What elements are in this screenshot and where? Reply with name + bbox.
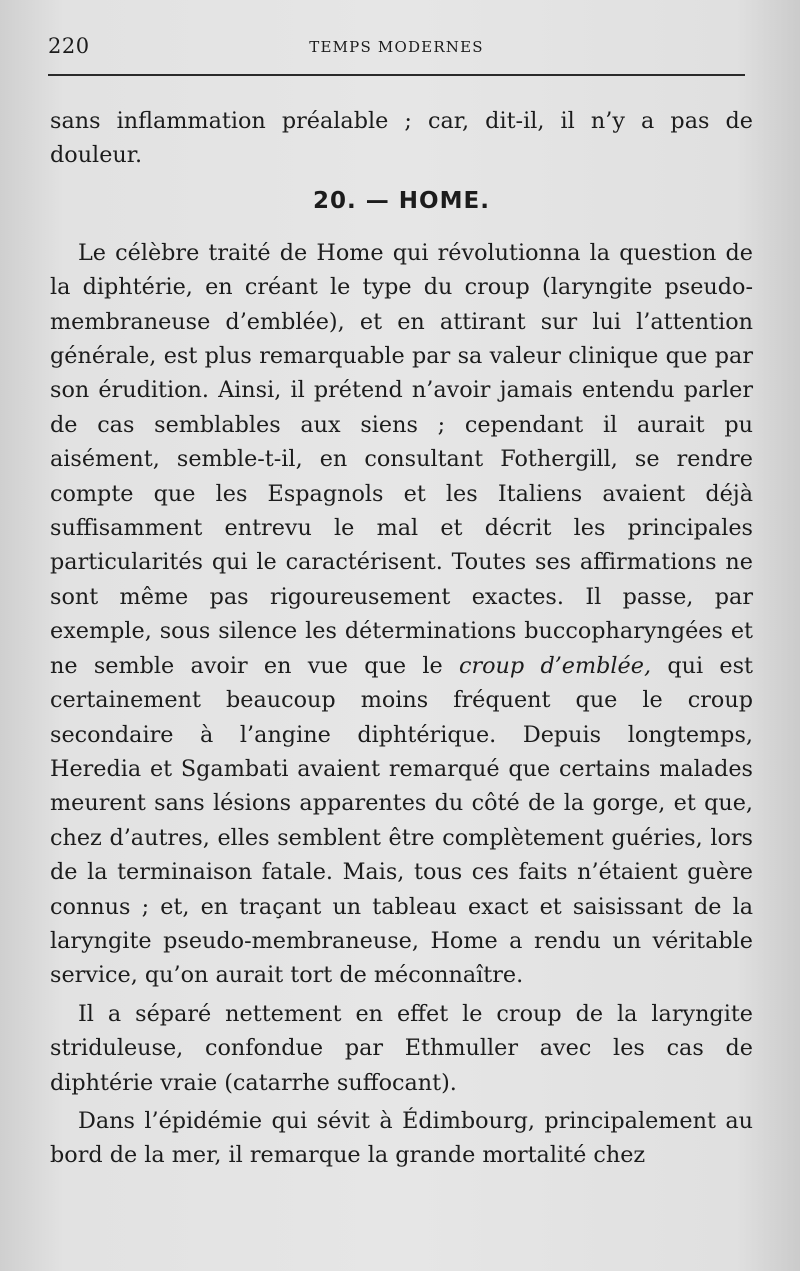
page-header [48, 34, 745, 62]
running-head: TEMPS MODERNES [309, 38, 484, 56]
paragraph-text-part-2: qui est certainement beaucoup moins fréquent que le croup secondaire à l’angine diphtérique. Depuis longtemps, Heredia et Sgambati avaient remarqué que certains malades meurent sans lésions apparentes du côté de la gorge, et que, chez d’autres, elles semblent être complètement guéries, lors de la terminaison fatale. Mais, tous ces faits n’étaient guère connus ; et, en traçant un tableau exact et saisissant de la laryngite pseudo-membraneuse, Home a rendu un véritable service, qu’on aurait tort de méconnaître. [50, 652, 753, 989]
paragraph-home-treatise [50, 236, 753, 993]
body-text [50, 104, 753, 1173]
italic-term: croup d’emblée, [458, 652, 652, 679]
paragraph-edinburgh: Dans l’épidémie qui sévit à Édimbourg, principalement au bord de la mer, il remarque la grande mortalité chez [50, 1107, 753, 1169]
section-title: 20. — HOME. [313, 187, 490, 214]
continuation-paragraph: sans inflammation préalable ; car, dit-il, il n’y a pas de douleur. [50, 108, 753, 169]
paragraph-separation: Il a séparé nettement en effet le croup de la laryngite striduleuse, confondue par Ethmuller avec les cas de diphtérie vraie (catarrhe suffocant). [50, 1000, 753, 1096]
page-number: 220 [48, 34, 90, 58]
paragraph-text-part-1: Le célèbre traité de Home qui révolutionna la question de la diphtérie, en créant le type du croup (laryngite pseudo-membraneuse d’emblée), et en attirant sur lui l’attention générale, est plus remarquable par sa valeur clinique que par son érudition. Ainsi, il prétend n’avoir jamais entendu parler de cas semblables aux siens ; cependant il aurait pu aisément, semble-t-il, en consultant Fothergill, se rendre compte que les Espagnols et les Italiens avaient déjà suffisamment entrevu le mal et décrit les principales particularités qui le caractérisent. Toutes ses affirmations ne sont même pas rigoureusement exactes. Il passe, par exemple, sous silence les déterminations buccopharyngées et ne semble avoir en vue que le [50, 239, 753, 679]
header-rule [48, 74, 745, 76]
